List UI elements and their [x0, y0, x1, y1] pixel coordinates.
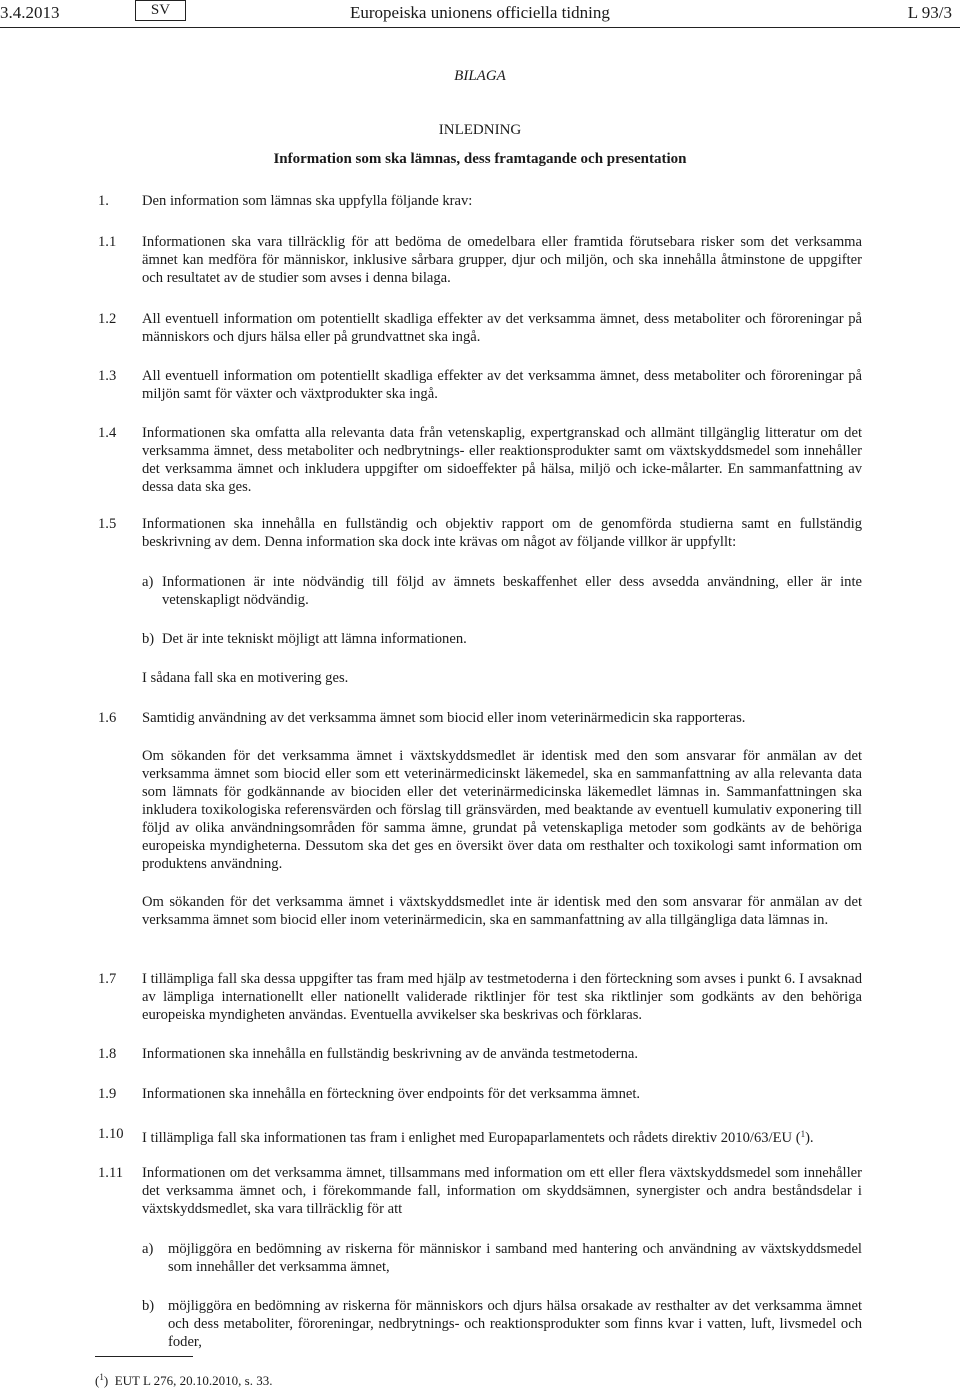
section-number: 1. [98, 193, 109, 209]
subitem-label: a) [142, 1241, 154, 1257]
paragraph-text: I tillämpliga fall ska dessa uppgifter tas fram med hjälp av testmetoderna i den förteckning som avses i punkt 6. I avsaknad av lämpliga internationellt eller nationellt validerade riktlinjer för test ska riktlinjer som godkänts av den behöriga europeiska myndigheten användas. Eventuella avvikelser ska beskrivas och förklaras. [142, 971, 862, 1023]
paragraph-text [142, 1125, 862, 1147]
annex-title: BILAGA [454, 68, 506, 84]
footnote-ref[interactable]: 1 [800, 1129, 806, 1139]
paragraph-text-tail: ). [805, 1130, 814, 1146]
footnote-rule [95, 1356, 193, 1357]
subitem-1-11-b [142, 1297, 862, 1351]
section-subtitle: Information som ska lämnas, dess framtagande och presentation [273, 151, 687, 167]
subitem-label: b) [142, 1298, 155, 1314]
paragraph-1-7 [98, 970, 862, 1024]
intro-title: INLEDNING [438, 122, 522, 138]
paragraph-text: Informationen ska innehålla en fullständig beskrivning av de använda testmetoderna. [142, 1046, 639, 1062]
paragraph-1-5 [98, 515, 862, 551]
subitem-text: möjliggöra en bedömning av riskerna för människor i samband med hantering och användning av växtskyddsmedel som innehåller det verksamma ämnet, [168, 1241, 862, 1275]
paragraph-text: Informationen ska omfatta alla relevanta data från vetenskaplig, expertgranskad och allmänt tillgänglig litteratur om det verksamma ämnet, dess metaboliter och nedbrytnings- eller reaktionsprodukter samt om växtskyddsmedel som innehåller det verksamma ämnet och inkludera uppgifter om sidoeffekter på hälsa, miljö och icke-målarter. En sammanfattning av dessa data ska ges. [142, 425, 862, 495]
subitem-1-5-b [142, 630, 862, 648]
paragraph-1-2 [98, 310, 862, 346]
paragraph-number: 1.4 [98, 425, 117, 441]
paragraph-1-10 [98, 1125, 862, 1147]
paragraph-body [142, 709, 862, 929]
paragraph-number: 1.5 [98, 516, 117, 532]
paragraph-1-4 [98, 424, 862, 496]
paragraph-number: 1.7 [98, 971, 117, 987]
paragraph-1-9 [98, 1085, 862, 1103]
footnote: ($^1$) EUT L 276, 20.10.2010, s. 33. [95, 1372, 273, 1388]
paragraph-text: Informationen ska innehålla en fullständig och objektiv rapport om de genomförda studierna samt en fullständig beskrivning av dem. Denna information ska dock inte krävas om något av följande villkor är uppfyllt: [142, 516, 862, 550]
paragraph-number: 1.9 [98, 1086, 117, 1102]
paragraph-number: 1.3 [98, 368, 117, 384]
paragraph-text: Om sökanden för det verksamma ämnet i växtskyddsmedlet är identisk med den som ansvarar för anmälan av det verksamma ämnet som biocid eller som ett veterinärmedicinskt läkemedel, ska en sammanfattning av alla relevanta data som lämnats för godkännande av biociden eller det veterinärmedicinska läkemedlet lämnas in. Sammanfattningen ska inkludera toxikologiska referensvärden och förslag till gränsvärden, med beaktande av eventuell kumulativ exponering till följd av olika användningsområden för samma ämne, grundat på vetenskapliga metoder som godkänts av de behöriga europeiska myndigheterna. Dessutom ska det ges en översikt över data om resthalter och toxikologi samt information om produktens användning. [142, 748, 862, 872]
subitem-text: Det är inte tekniskt möjligt att lämna informationen. [162, 631, 467, 647]
subitem-label: a) [142, 574, 154, 590]
paragraph-1-11 [98, 1164, 862, 1218]
paragraph-1-6 [98, 709, 862, 929]
paragraph-number: 1.6 [98, 710, 117, 726]
page-number: L 93/3 [907, 3, 952, 22]
header-rule [0, 27, 960, 28]
paragraph-text: Om sökanden för det verksamma ämnet i växtskyddsmedlet inte är identisk med den som ansvarar för anmälan av det verksamma ämnet som biocid eller inom veterinärmedicin, ska en sammanfattning av alla tillgängliga data lämnas in. [142, 894, 862, 928]
footnote-number: 1 [99, 1372, 104, 1382]
journal-title: Europeiska unionens officiella tidning [350, 3, 610, 22]
paragraph-text: Informationen ska innehålla en förteckning över endpoints för det verksamma ämnet. [142, 1086, 641, 1102]
paragraph-text: Informationen om det verksamma ämnet, tillsammans med information om ett eller flera växtskyddsmedel som innehåller det verksamma ämnet och, i förekommande fall, information om skyddsämnen, synergister och andra beståndsdelar i växtskyddsmedlet, ska vara tillräcklig för att [142, 1165, 862, 1217]
section-1 [98, 192, 862, 210]
subitem-text: Informationen är inte nödvändig till följd av ämnets beskaffenhet eller dess avsedda användning, eller är inte vetenskapligt nödvändig. [162, 574, 862, 608]
paragraph-1-3 [98, 367, 862, 403]
subitem-1-11-a [142, 1240, 862, 1276]
paragraph-text: All eventuell information om potentiellt skadliga effekter av det verksamma ämnet, dess metaboliter och föroreningar på miljön samt för växter och växtprodukter ska ingå. [142, 368, 862, 402]
paragraph-text: All eventuell information om potentiellt skadliga effekter av det verksamma ämnet, dess metaboliter och föroreningar på människors och djurs hälsa eller på grundvattnet ska ingå. [142, 311, 862, 345]
paragraph-1-8 [98, 1045, 862, 1063]
subitem-1-5-a [142, 573, 862, 609]
paragraph-1-1 [98, 233, 862, 287]
paragraph-text: Samtidig användning av det verksamma ämnet som biocid eller inom veterinärmedicin ska rapporteras. [142, 710, 746, 726]
paragraph-number: 1.2 [98, 311, 117, 327]
subitem-text: möjliggöra en bedömning av riskerna för människors och djurs hälsa orsakade av resthalter av det verksamma ämnet och dess metaboliter, föroreningar, nedbrytnings- och reaktionsprodukter som finns kvar i vatten, luft, livsmedel och foder, [168, 1298, 862, 1350]
paragraph-text: Informationen ska vara tillräcklig för att bedöma de omedelbara eller framtida förutsebara risker som det verksamma ämnet kan medföra för människor, inklusive sårbara grupper, djur och miljön, och ska innehålla åtminstone de uppgifter och resultatet av de studier som avses i denna bilaga. [142, 234, 862, 286]
paragraph-number: 1.1 [98, 234, 117, 250]
paragraph-1-5-note: I sådana fall ska en motivering ges. [142, 670, 349, 686]
paragraph-number: 1.10 [98, 1126, 124, 1142]
language-badge: SV [135, 0, 186, 21]
header-date: 3.4.2013 [0, 3, 60, 22]
section-text: Den information som lämnas ska uppfylla följande krav: [142, 193, 473, 209]
paragraph-text-body: I tillämpliga fall ska informationen tas fram i enlighet med Europaparlamentets och rådets direktiv 2010/63/EU ( [142, 1130, 801, 1146]
footnote-text: EUT L 276, 20.10.2010, s. 33. [114, 1373, 273, 1388]
subitem-label: b) [142, 631, 155, 647]
paragraph-number: 1.8 [98, 1046, 117, 1062]
paragraph-number: 1.11 [98, 1165, 123, 1181]
